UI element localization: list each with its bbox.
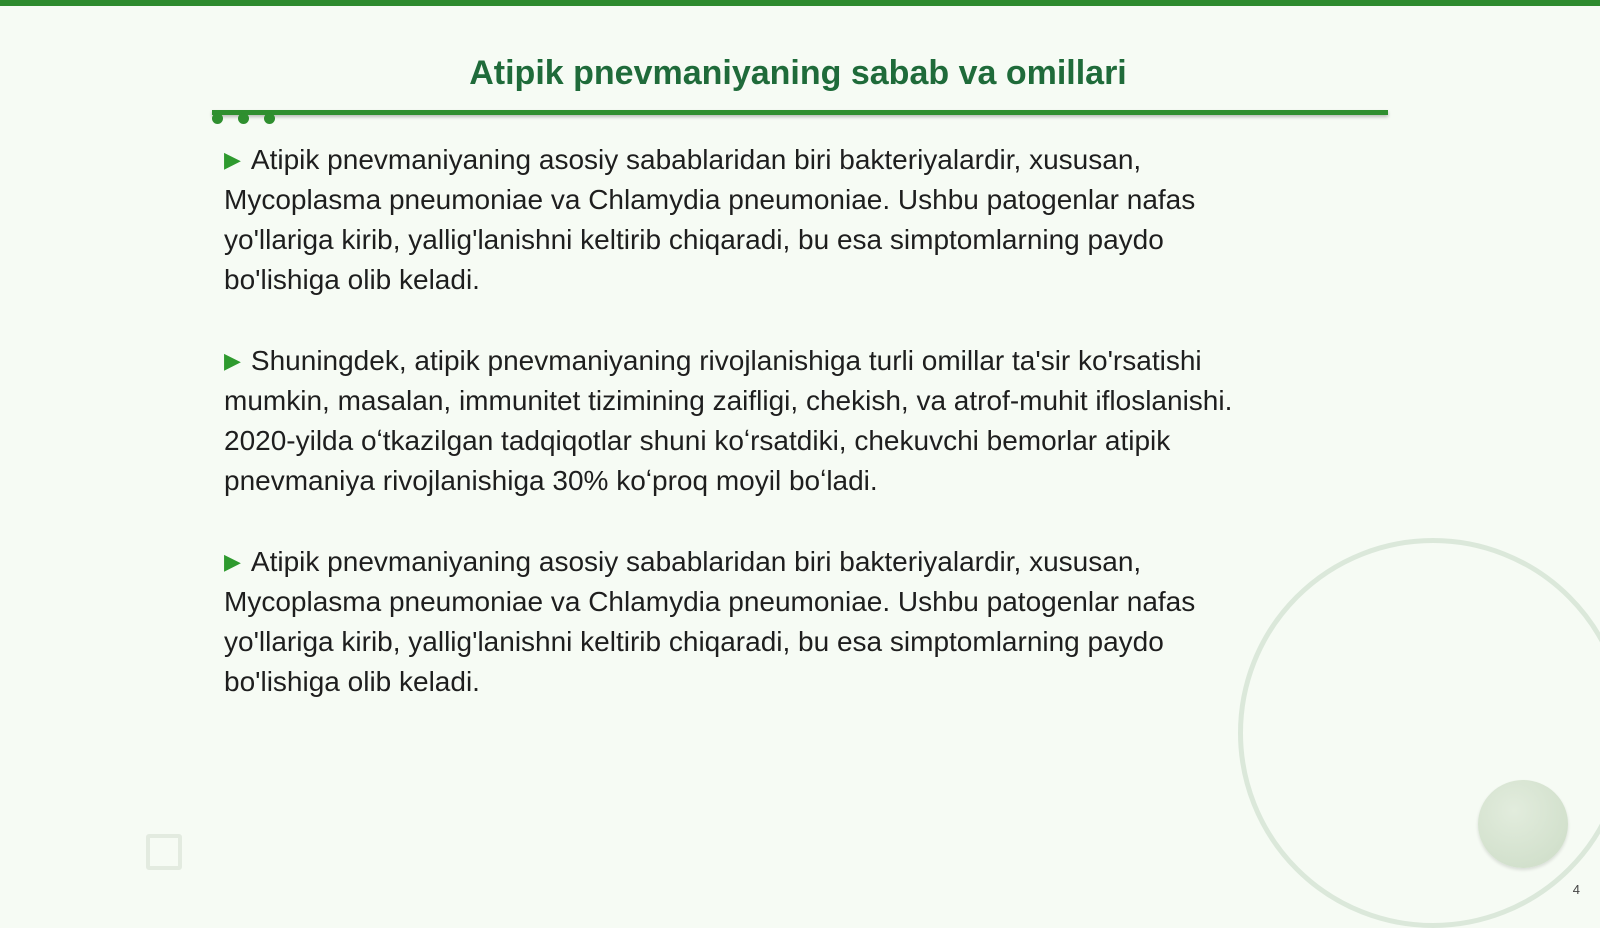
paragraph-line	[224, 542, 1354, 582]
line-text: Shuningdek, atipik pnevmaniyaning rivojlanishiga turli omillar ta'sir ko'rsatishi	[250, 345, 1202, 376]
triangle-right-icon: ▶	[224, 147, 241, 172]
bullet-paragraph	[224, 542, 1354, 702]
triangle-right-icon: ▶	[224, 549, 241, 574]
paragraph-line: Mycoplasma pneumoniae va Chlamydia pneumoniae. Ushbu patogenlar nafas	[224, 184, 1196, 215]
paragraph-line: bo'lishiga olib keladi.	[224, 264, 480, 295]
bullet-paragraph	[224, 341, 1354, 501]
triangle-right-icon: ▶	[224, 348, 241, 373]
line-text: Atipik pnevmaniyaning asosiy sabablaridan biri bakteriyalardir, xususan,	[250, 546, 1142, 577]
top-accent-bar	[0, 0, 1600, 6]
paragraph-line: 2020-yilda oʻtkazilgan tadqiqotlar shuni koʻrsatdiki, chekuvchi bemorlar atipik	[224, 425, 1171, 456]
accent-dot	[212, 113, 223, 124]
slide-body	[224, 140, 1354, 743]
accent-dot	[238, 113, 249, 124]
paragraph-line: bo'lishiga olib keladi.	[224, 666, 480, 697]
paragraph-line	[224, 341, 1354, 381]
paragraph-line: Mycoplasma pneumoniae va Chlamydia pneumoniae. Ushbu patogenlar nafas	[224, 586, 1196, 617]
paragraph-line	[224, 140, 1354, 180]
decorative-disc	[1478, 780, 1568, 868]
paragraph-line: mumkin, masalan, immunitet tizimining zaifligi, chekish, va atrof-muhit ifloslanishi.	[224, 385, 1233, 416]
decorative-square	[146, 834, 182, 870]
page-number: 4	[1572, 882, 1580, 897]
paragraph-line: pnevmaniya rivojlanishiga 30% koʻproq moyil boʻladi.	[224, 465, 878, 496]
slide-title: Atipik pnevmaniyaning sabab va omillari	[469, 54, 1127, 92]
bullet-paragraph	[224, 140, 1354, 300]
line-text: Atipik pnevmaniyaning asosiy sabablaridan biri bakteriyalardir, xususan,	[250, 144, 1142, 175]
paragraph-line: yo'llariga kirib, yallig'lanishni keltirib chiqaradi, bu esa simptomlarning paydo	[224, 626, 1164, 657]
paragraph-line: yo'llariga kirib, yallig'lanishni keltirib chiqaradi, bu esa simptomlarning paydo	[224, 224, 1164, 255]
title-underline	[212, 110, 1388, 115]
accent-dot	[264, 113, 275, 124]
